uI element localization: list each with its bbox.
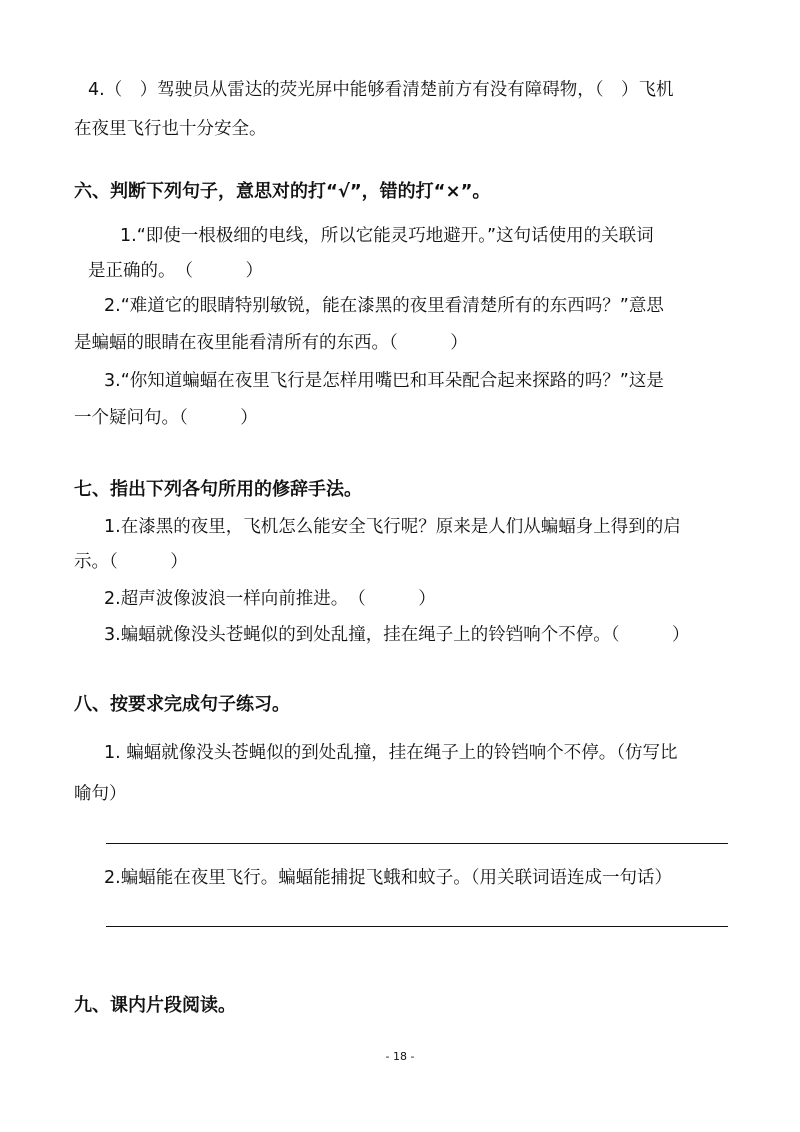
question-4-line-2: 在夜里飞行也十分安全。 [74, 119, 267, 139]
section-6-title: 六、判断下列句子，意思对的打“√”，错的打“×”。 [74, 181, 491, 202]
section-6-item-3-line-2: 一个疑问句。（ ） [74, 408, 258, 428]
section-8-title: 八、按要求完成句子练习。 [74, 694, 290, 715]
section-6-item-3-line-1: 3.“你知道蝙蝠在夜里飞行是怎样用嘴巴和耳朵配合起来探路的吗？”这是 [104, 371, 664, 391]
section-8-item-1-line-2: 喻句） [74, 784, 127, 804]
section-9-title: 九、课内片段阅读。 [74, 995, 236, 1016]
section-6-item-1-line-1: 1.“即使一根极细的电线，所以它能灵巧地避开。”这句话使用的关联词 [120, 226, 654, 246]
section-6-item-2-line-2: 是蝙蝠的眼睛在夜里能看清所有的东西。（ ） [74, 333, 468, 353]
section-7-item-2-line-1: 2.超声波像波浪一样向前推进。 （ ） [104, 589, 436, 609]
section-6-item-2-line-1: 2.“难道它的眼睛特别敏锐，能在漆黑的夜里看清楚所有的东西吗？”意思 [104, 296, 664, 316]
section-8-item-2-line-1: 2.蝙蝠能在夜里飞行。蝙蝠能捕捉飞蛾和蚊子。（用关联词语连成一句话） [104, 868, 672, 888]
section-7-item-1-line-2: 示。（ ） [74, 552, 188, 572]
section-8-item-1-line-1: 1. 蝙蝠就像没头苍蝇似的到处乱撞，挂在绳子上的铃铛响个不停。（仿写比 [104, 743, 678, 763]
section-7-item-1-line-1: 1.在漆黑的夜里，飞机怎么能安全飞行呢？原来是人们从蝙蝠身上得到的启 [104, 517, 681, 537]
section-6-item-1-line-2: 是正确的。 （ ） [88, 261, 263, 281]
answer-line-2[interactable] [106, 926, 728, 927]
page-number: - 18 - [385, 1050, 415, 1063]
answer-line-1[interactable] [106, 843, 728, 844]
section-7-title: 七、指出下列各句所用的修辞手法。 [74, 479, 362, 500]
section-7-item-3-line-1: 3.蝙蝠就像没头苍蝇似的到处乱撞，挂在绳子上的铃铛响个不停。（ ） [104, 625, 690, 645]
question-4-line-1: 4.（ ）驾驶员从雷达的荧光屏中能够看清楚前方有没有障碍物，（ ）飞机 [88, 80, 674, 100]
